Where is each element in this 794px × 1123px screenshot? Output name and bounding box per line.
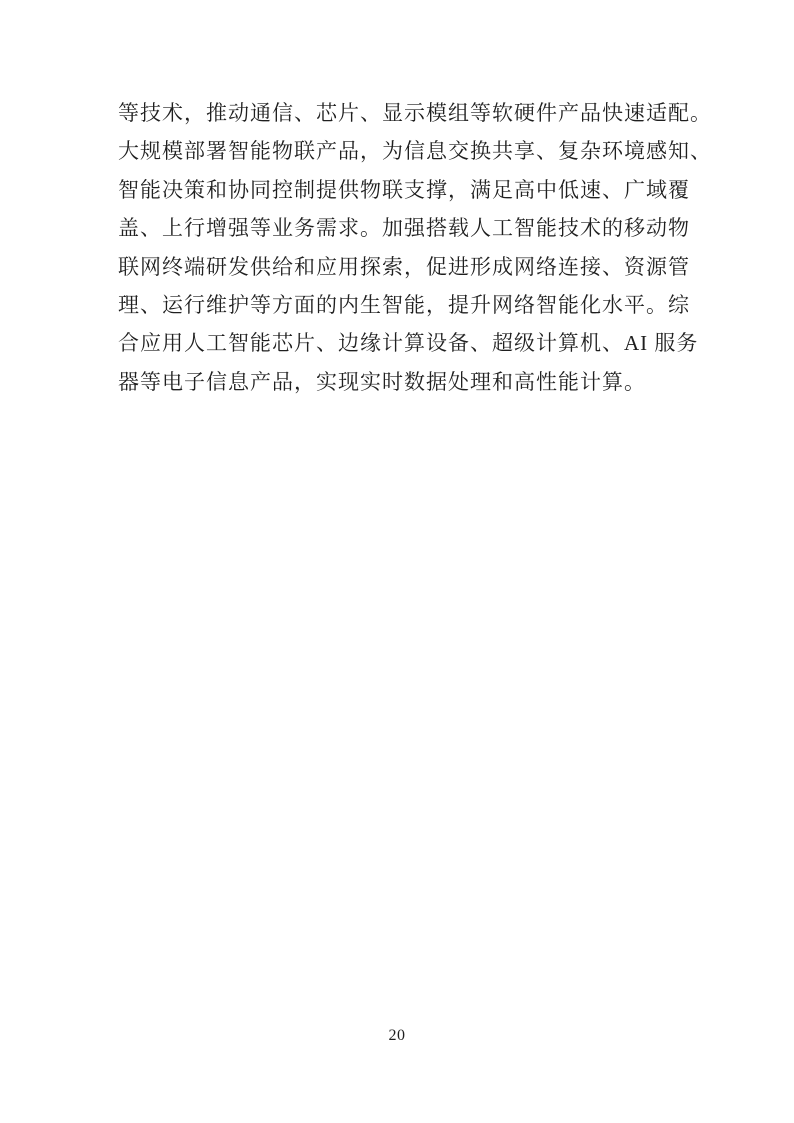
text-line: 盖、上行增强等业务需求。加强搭载人工智能技术的移动物 bbox=[118, 216, 690, 241]
text-line: 联网终端研发供给和应用探索，促进形成网络连接、资源管 bbox=[118, 254, 690, 279]
text-line: 理、运行维护等方面的内生智能，提升网络智能化水平。综 bbox=[118, 293, 690, 318]
text-line: 器等电子信息产品，实现实时数据处理和高性能计算。 bbox=[118, 369, 646, 394]
body-paragraph bbox=[118, 94, 712, 401]
page-number: 20 bbox=[388, 1027, 406, 1044]
text-line: 等技术，推动通信、芯片、显示模组等软硬件产品快速适配。 bbox=[118, 101, 712, 125]
text-line: 智能决策和协同控制提供物联支撑，满足高中低速、广域覆 bbox=[118, 177, 690, 202]
text-line: 大规模部署智能物联产品，为信息交换共享、复杂环境感知、 bbox=[118, 139, 712, 164]
text-line: 合应用人工智能芯片、边缘计算设备、超级计算机、AI 服务 bbox=[118, 331, 699, 356]
